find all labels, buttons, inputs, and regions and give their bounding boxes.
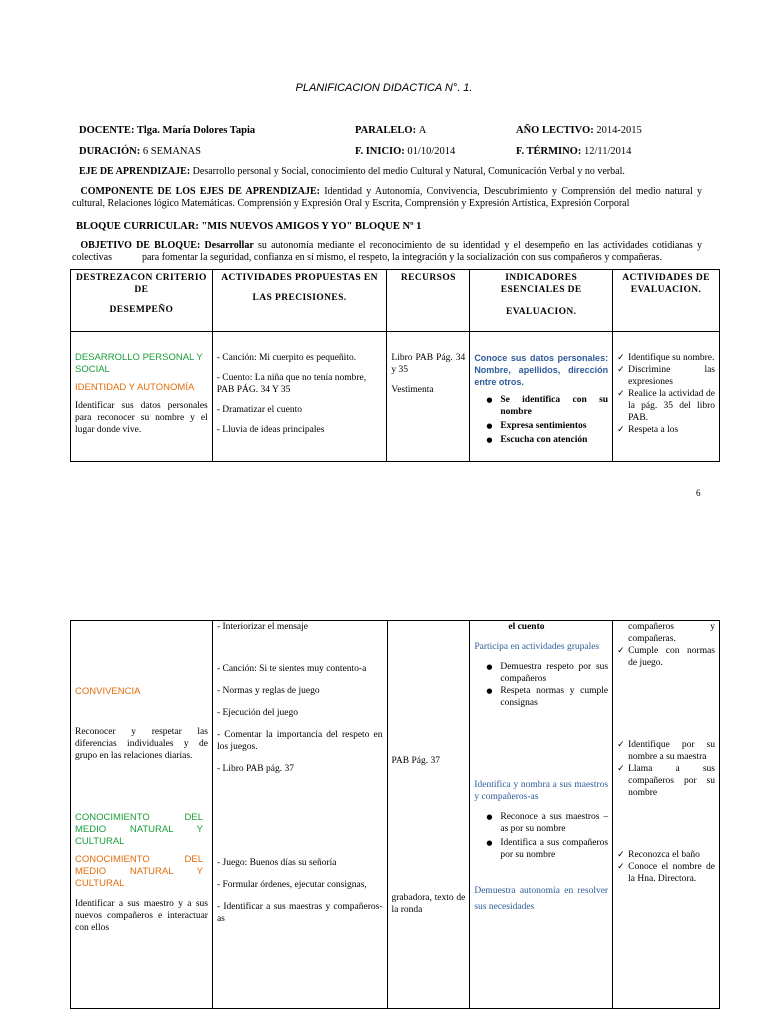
- table-row: [71, 621, 720, 1009]
- evaluacion-item: ✓ Cumple con normas de juego.: [617, 645, 715, 669]
- componente-line-2: cultural, Relaciones lógico Matemáticas. Comprensión y Expresión Oral y Escrita, Comprensión y Expresión Artística, Expresión Corporal: [72, 198, 630, 209]
- destreza-convivencia: Reconocer y respetar las diferencias individuales y de grupo en las relaciones diarias.: [75, 727, 208, 761]
- objetivo-line2a: colectivas: [72, 252, 112, 263]
- inicio-field: F. INICIO: 01/10/2014: [355, 146, 456, 157]
- evaluacion-item: ✓ Respeta a los: [617, 424, 715, 436]
- componente-line1: Identidad y Autonomía, Convivencia, Descubrimiento y Comprensión del medio natural y: [324, 186, 702, 197]
- indicadores-cell: [470, 332, 613, 462]
- evaluacion-item: ✓ Reconozca el baño: [617, 849, 715, 861]
- table-header-row: [71, 270, 720, 332]
- indicador-item: ● Identifica a sus compañeros por su nombre: [474, 837, 608, 861]
- inicio-value: 01/10/2014: [407, 146, 456, 157]
- evaluacion-item: ✓ Discrimine las expresiones: [617, 364, 715, 388]
- indicador-item: ● Expresa sentimientos: [474, 420, 608, 432]
- anio-label: AÑO LECTIVO: [516, 125, 591, 136]
- duracion-label: DURACIÓN: [79, 146, 137, 157]
- evaluacion-item: compañeros y compañeras.: [628, 622, 715, 644]
- recursos-cell: [387, 621, 470, 1009]
- area-conocimiento-green: CONOCIMIENTO DEL MEDIO NATURAL Y CULTURAL: [75, 812, 203, 847]
- destreza-conocimiento: Identificar a sus maestro y a sus nuevos compañeros e interactuar con ellos: [75, 899, 208, 933]
- indicador-item: el cuento: [508, 622, 545, 632]
- docente-field: DOCENTE: Tlga. María Dolores Tapia: [79, 125, 256, 136]
- docente-label: DOCENTE: [79, 125, 131, 136]
- bloque-label: BLOQUE CURRICULAR: [76, 221, 196, 232]
- actividad-item: - Ejecución del juego: [216, 708, 298, 718]
- duracion-field: DURACIÓN: 6 SEMANAS: [79, 146, 201, 157]
- area-convivencia: CONVIVENCIA: [75, 686, 141, 697]
- actividades-cell: [212, 332, 387, 462]
- actividad-item: - Lluvia de ideas principales: [216, 425, 325, 435]
- recursos-cell: [387, 332, 470, 462]
- area-desarrollo-personal: DESARROLLO PERSONAL Y SOCIAL: [75, 352, 203, 375]
- eje-line: EJE DE APRENDIZAJE: Desarrollo personal y Social, conocimiento del medio Cultural y Natural, Comunicación Verbal y no verbal.: [79, 166, 625, 177]
- evaluacion-item: ✓ Realice la actividad de la pág. 35 del libro PAB.: [617, 388, 715, 424]
- actividades-cell: [212, 621, 387, 1009]
- paralelo-value: A: [418, 125, 427, 136]
- destreza-cell: [71, 332, 213, 462]
- componente-line-1: COMPONENTE DE LOS EJES DE APRENDIZAJE: Identidad y Autonomía, Convivencia, Descubrimiento y Comprensión del medio natural y: [80, 186, 702, 197]
- paralelo-field: PARALELO: A: [355, 125, 427, 136]
- indicador-title: Conoce sus datos personales: Nombre, apellidos, dirección entre otros.: [474, 353, 609, 387]
- evaluacion-item: ✓ Identifique su nombre.: [617, 352, 715, 364]
- actividad-item: - Dramatizar el cuento: [216, 405, 302, 415]
- header-indicadores: INDICADORES ESENCIALES DE EVALUACION.: [470, 270, 613, 332]
- objetivo-line2b: para fomentar la seguridad, confianza en sí mismo, el respeto, la integración y la socialización con sus compañeros y compañeras.: [141, 252, 663, 263]
- page-number: 6: [696, 488, 701, 498]
- duracion-value: 6 SEMANAS: [142, 146, 201, 157]
- evaluacion-cell: [613, 332, 720, 462]
- actividad-item: - Canción: Mi cuerpito es pequeñito.: [216, 353, 357, 363]
- header-evaluacion: ACTIVIDADES DE EVALUACION.: [613, 270, 720, 332]
- header-recursos: RECURSOS: [387, 270, 470, 332]
- objetivo-line1: su autonomía mediante el reconocimiento de su identidad y el desempeño en las actividades cotidianas y: [257, 240, 703, 251]
- anio-field: AÑO LECTIVO: 2014-2015: [516, 125, 642, 136]
- planning-table-2: [70, 620, 720, 1009]
- actividad-item: - Normas y reglas de juego: [216, 686, 320, 696]
- recurso-item: Vestimenta: [391, 385, 434, 395]
- componente-label: COMPONENTE DE LOS EJES DE APRENDIZAJE: [80, 186, 317, 197]
- objetivo-label: OBJETIVO DE BLOQUE: [80, 240, 197, 251]
- header-destreza: DESTREZACON CRITERIO DE DESEMPEÑO: [71, 270, 213, 332]
- actividad-item: - Identificar a sus maestras y compañeros-as: [216, 902, 383, 924]
- indicadores-cell: [470, 621, 613, 1009]
- evaluacion-item: ✓ Conoce el nombre de la Hna. Directora.: [617, 861, 715, 885]
- docente-value: Tlga. María Dolores Tapia: [136, 125, 256, 136]
- actividad-item: - Canción: Si te sientes muy contento-a: [216, 664, 367, 674]
- indicador-item: ● Demuestra respeto por sus compañeros: [474, 661, 608, 685]
- indicador-title: Participa en actividades grupales: [474, 642, 600, 652]
- indicador-title: Identifica y nombra a sus maestros y compañeros-as: [474, 780, 609, 802]
- recurso-item: Libro PAB Pág. 34 y 35: [391, 353, 466, 375]
- indicador-title: Demuestra autonomía en resolver sus necesidades: [474, 886, 609, 912]
- actividad-item: - Formular órdenes, ejecutar consignas,: [216, 880, 367, 890]
- objetivo-verb: Desarrollar: [204, 240, 254, 251]
- page-title: PLANIFICACION DIDACTICA N°. 1.: [295, 82, 473, 94]
- area-identidad: IDENTIDAD Y AUTONOMÍA: [75, 382, 195, 393]
- actividad-item: - Cuento: La niña que no tenía nombre, PAB PÁG. 34 Y 35: [216, 373, 367, 395]
- table-row: [71, 332, 720, 462]
- paralelo-label: PARALELO: [355, 125, 413, 136]
- planning-table-1: [70, 269, 720, 462]
- destreza-cell: [71, 621, 213, 1009]
- actividad-item: - Interiorizar el mensaje: [216, 622, 308, 632]
- objetivo-line-1: OBJETIVO DE BLOQUE: Desarrollar su autonomía mediante el reconocimiento de su identidad y el desempeño en las actividades cotidianas y: [80, 240, 703, 251]
- indicador-item: ● Reconoce a sus maestros –as por su nombre: [474, 811, 608, 835]
- header-actividades: ACTIVIDADES PROPUESTAS EN LAS PRECISIONES.: [212, 270, 387, 332]
- area-conocimiento-orange: CONOCIMIENTO DEL MEDIO NATURAL Y CULTURAL: [75, 854, 203, 889]
- termino-label: F. TÉRMINO: [516, 146, 578, 157]
- actividad-item: - Libro PAB pág. 37: [216, 764, 294, 774]
- evaluacion-item: ✓ Identifique por su nombre a su maestra: [617, 739, 715, 763]
- destreza-text: Identificar sus datos personales para reconocer su nombre y el lugar donde vive.: [75, 401, 208, 435]
- indicador-item: ● Respeta normas y cumple consignas: [474, 685, 608, 709]
- inicio-label: F. INICIO: [355, 146, 402, 157]
- recurso-item: grabadora, texto de la ronda: [391, 893, 466, 915]
- eje-value: Desarrollo personal y Social, conocimiento del medio Cultural y Natural, Comunicación Verbal y no verbal.: [192, 166, 625, 177]
- actividad-item: - Comentar la importancia del respeto en los juegos.: [216, 730, 383, 752]
- eje-label: EJE DE APRENDIZAJE: [79, 166, 187, 177]
- evaluacion-cell: [613, 621, 720, 1009]
- objetivo-line-2: [72, 252, 712, 264]
- bloque-value: "MIS NUEVOS AMIGOS Y YO" BLOQUE Nº 1: [201, 221, 422, 232]
- recurso-item: PAB Pág. 37: [391, 756, 440, 766]
- actividad-item: - Juego: Buenos días su señoría: [216, 858, 337, 868]
- indicador-item: ● Se identifica con su nombre: [474, 394, 608, 418]
- indicador-item: ● Escucha con atención: [474, 434, 608, 446]
- termino-value: 12/11/2014: [583, 146, 632, 157]
- anio-value: 2014-2015: [596, 125, 642, 136]
- termino-field: F. TÉRMINO: 12/11/2014: [516, 146, 632, 157]
- evaluacion-item: ✓ Llama a sus compañeros por su nombre: [617, 763, 715, 799]
- bloque-line: BLOQUE CURRICULAR: "MIS NUEVOS AMIGOS Y YO" BLOQUE Nº 1: [76, 221, 422, 232]
